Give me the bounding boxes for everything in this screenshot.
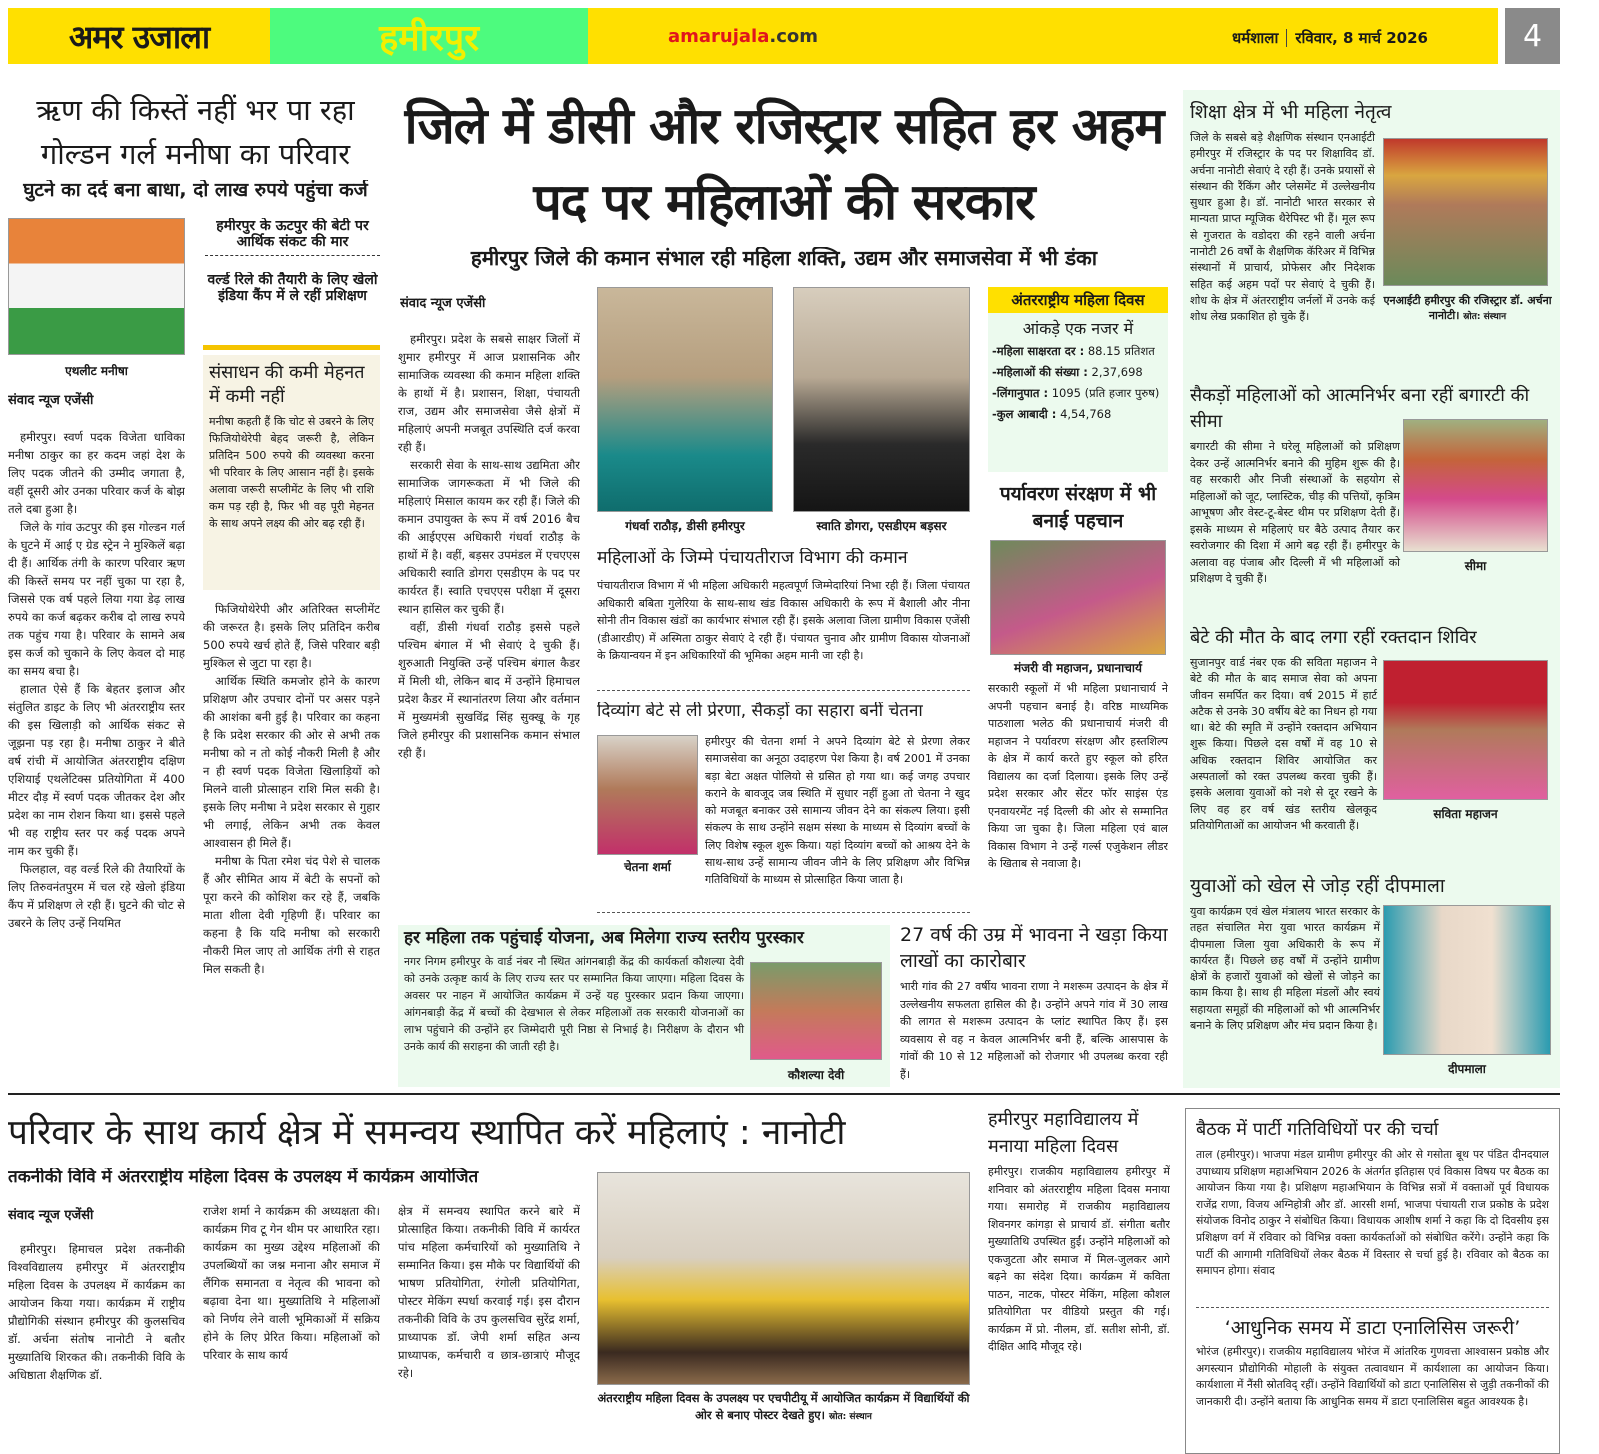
- sdm-photo: [793, 287, 970, 512]
- divider: [203, 345, 380, 350]
- site-name: amarujala: [668, 26, 770, 47]
- divider: [1196, 1307, 1549, 1308]
- paragraph: हमीरपुर। प्रदेश के सबसे साक्षर जिलों में शुमार हमीरपुर में आज प्रशासनिक और सामाजिक व्यवस्था की कमान महिला शक्ति के हाथों में है। प्रशासन, शिक्षा, पंचायती राज, उद्यम और समाजसेवा जैसे क्षेत्रों में महिलाएं अपनी मजबूत उपस्थिति दर्ज करवा रही हैं।: [398, 332, 580, 454]
- story-headline: सैकड़ों महिलाओं को आत्मनिर्भर बना रहीं बगारटी की सीमा: [1190, 385, 1530, 432]
- data-headline: ‘आधुनिक समय में डाटा एनालिसिस जरूरी’: [1224, 1317, 1521, 1339]
- meeting-headline: बैठक में पार्टी गतिविधियों पर की चर्चा: [1196, 1119, 1439, 1140]
- left-col-1: [8, 428, 185, 1088]
- photo-caption: कौशल्या देवी: [787, 1068, 845, 1082]
- city-edition: हमीरपुर: [270, 8, 588, 64]
- principal-photo: [990, 540, 1166, 655]
- byline: संवाद न्यूज एजेंसी: [400, 296, 486, 311]
- paragraph: आर्थिक स्थिति कमजोर होने के कारण प्रशिक्षण और उपचार दोनों पर असर पड़ने की आशंका बनी हुई है। परिवार का कहना है कि प्रदेश सरकार की ओर से अभी तक मनीषा को न तो कोई नौकरी मिली है और न ही स्वर्ण पदक विजेता खिलाड़ियों को मिलने वाली प्रोत्साहन राशि मिल सकी है। इसके लिए मनीषा ने प्रदेश सरकार से गुहार भी लगाई, लेकिन अभी तक केवल आश्वासन ही मिले हैं।: [203, 674, 380, 850]
- athlete-photo: [8, 218, 185, 355]
- box-title: संसाधन की कमी मेहनत में कमी नहीं: [209, 362, 365, 407]
- panchayat-headline: महिलाओं के जिम्मे पंचायतीराज विभाग की कमान: [597, 548, 908, 568]
- stat-population: [992, 406, 1164, 423]
- edition-date: [1232, 28, 1428, 48]
- byline: संवाद न्यूज एजेंसी: [8, 393, 94, 408]
- right-story-3: [1190, 625, 1555, 865]
- photo-caption: [595, 1390, 972, 1426]
- paragraph: हालात ऐसे हैं कि बेहतर इलाज और संतुलित डाइट के लिए भी अंतरराष्ट्रीय स्तर की इस खिलाड़ी को आर्थिक संकट से जूझना पड़ रहा है। मनीषा ठाकुर ने बीते वर्ष रांची में आयोजित अंतरराष्ट्रीय दक्षिण एशियाई एथलेटिक्स प्रतियोगिता में 400 मीटर दौड़ में स्वर्ण पदक जीतकर देश और प्रदेश का नाम रोशन किया था। इससे पहले भी वह राष्ट्रीय स्तर पर कई पदक अपने नाम कर चुकी हैं।: [8, 682, 185, 858]
- stat-label: -लिंगानुपात :: [992, 386, 1049, 400]
- panchayat-text: पंचायतीराज विभाग में भी महिला अधिकारी महत्वपूर्ण जिम्मेदारियां निभा रही हैं। जिला पंचायत अधिकारी बबिता गुलेरिया के साथ-साथ खंड विकास अधिकारी के रूप में बैशाली और नीना सोनी तीन विकास खंडों का कार्यभार संभाल रही हैं। इसके अलावा जिला ग्रामीण विकास एजेंसी (डीआरडीए) में अस्मिता ठाकुर सेवाएं दे रही हैं। पंचायत चुनाव और ग्रामीण विकास योजनाओं के क्रियान्वयन में इन अधिकारियों की भूमिका अहम मानी जा रही है।: [597, 579, 970, 662]
- stat-literacy: [992, 343, 1164, 360]
- side-subhead-1: हमीरपुर के ऊटपुर की बेटी पर आर्थिक संकट की मार: [205, 218, 380, 256]
- paragraph: वहीं, डीसी गंधर्वा राठौड़ इससे पहले पश्चिम बंगाल में भी सेवाएं दे चुकी हैं। शुरुआती नियुक्ति उन्हें पश्चिम बंगाल कैडर में मिली थी, लेकिन बाद में उन्होंने हिमाचल प्रदेश कैडर में स्थानांतरण लिया और वर्तमान में मुख्यमंत्री सुखविंद्र सिंह सुक्खू के गृह जिले हमीरपुर की प्रशासनिक कमान संभाल रही हैं।: [398, 620, 580, 760]
- bottom-headline: परिवार के साथ कार्य क्षेत्र में समन्वय स्थापित करें महिलाएं : नानोटी: [8, 1113, 846, 1153]
- article-text: जिले के सबसे बड़े शैक्षणिक संस्थान एनआईटी हमीरपुर में रजिस्ट्रार के पद पर शिक्षाविद डॉ. अर्चना नानोटी सेवाएं दे रही हैं। उनके प्रयासों से संस्थान की रैंकिंग और प्लेसमेंट में उल्लेखनीय सुधार हुआ है। डॉ. नानोटी भारत सरकार से मान्यता प्राप्त म्यूजिक थैरेपिस्ट भी हैं। मूल रूप से गुजरात के वडोदरा की रहने वाली अर्चना नानोटी 26 वर्षों के शैक्षणिक कॅरिअर में विभिन्न संस्थानों में प्राचार्य, प्रोफेसर और निदेशक सहित कई अहम पदों पर सेवाएं दे चुकी हैं। शोध के क्षेत्र में अंतरराष्ट्रीय जर्नलों में उनके कई शोध लेख प्रकाशित हो चुके हैं।: [1190, 131, 1375, 324]
- caption-text: एनआईटी हमीरपुर की रजिस्ट्रार डॉ. अर्चना नानोटी।: [1383, 294, 1552, 322]
- registrar-photo: [1383, 138, 1548, 286]
- stat-value: 1095 (प्रति हजार पुरुष): [1051, 386, 1160, 400]
- stat-label: -महिलाओं की संख्या :: [992, 365, 1088, 379]
- story-headline: शिक्षा क्षेत्र में भी महिला नेतृत्व: [1190, 101, 1392, 123]
- divider: [597, 690, 970, 691]
- left-col-2: [203, 600, 380, 1088]
- divider: [597, 912, 970, 913]
- website-link[interactable]: [668, 26, 818, 47]
- stat-sex-ratio: [992, 385, 1164, 402]
- stat-women: [992, 364, 1164, 381]
- paragraph: फिलहाल, वह वर्ल्ड रिले की तैयारियों के लिए तिरुवनंतपुरम में चल रहे खेलो इंडिया कैंप में प्रशिक्षण ले रही हैं। घुटने की चोट से उबरने के लिए उन्हें नियमित: [8, 862, 185, 930]
- date: रविवार, 8 मार्च 2026: [1286, 29, 1428, 47]
- paragraph: मनीषा के पिता रमेश चंद पेशे से चालक हैं और सीमित आय में बेटी के सपनों को पूरा करने की कोशिश कर रहे हैं, जबकि माता शीला देवी गृहिणी हैं। परिवार का कहना है कि यदि मनीषा को सरकारी नौकरी मिल जाए तो आर्थिक तंगी से राहत मिल सकती है।: [203, 854, 380, 976]
- right-story-2: [1190, 383, 1555, 618]
- kaushalya-photo: [750, 962, 882, 1060]
- photo-caption: सविता महाजन: [1433, 807, 1498, 821]
- paragraph: जिले के गांव ऊटपुर की इस गोल्डन गर्ल के घुटने में आई ए ग्रेड स्ट्रेन ने मुश्किलें बढ़ा दी हैं। आर्थिक तंगी के कारण परिवार ऋण की किस्तें समय पर नहीं चुका पा रहा है, जिससे एक वर्ष पहले लिया गया डेढ़ लाख रुपये का कर्ज बढ़कर करीब दो लाख रुपये तक पहुंच गया है। परिवार के सामने अब इस कर्ज को चुकाने के लिए केवल दो माह का समय बचा है।: [8, 520, 185, 678]
- seema-photo: [1403, 419, 1548, 552]
- yojana-text: नगर निगम हमीरपुर के वार्ड नंबर नौ स्थित आंगनबाड़ी केंद्र की कार्यकर्ता कौशल्या देवी को उनके उत्कृष्ट कार्य के लिए राज्य स्तर पर सम्मानित किया जाएगा। महिला दिवस के अवसर पर नाहन में आयोजित कार्यक्रम में उन्हें यह पुरस्कार प्रदान किया जाएगा। आंगनबाड़ी केंद्र में बच्चों की देखभाल से लेकर महिलाओं तक सरकारी योजनाओं का लाभ पहुंचाने की उन्होंने हर जिम्मेदारी पूरी निष्ठा से निभाई है। निरीक्षण के दौरान भी उनके कार्य की सराहना की जाती रही है।: [404, 954, 744, 1053]
- photo-caption: चेतना शर्मा: [624, 860, 671, 874]
- photo-source: स्रोत: संस्थान: [1463, 312, 1507, 322]
- right-bottom-box: [1185, 1108, 1560, 1454]
- bhawna-text: भारी गांव की 27 वर्षीय भावना राणा ने मशरूम उत्पादन के क्षेत्र में उल्लेखनीय सफलता हासिल की है। उन्होंने अपने गांव में 30 लाख की लागत से मशरूम उत्पादन के प्लांट स्थापित किए हैं। इस व्यवसाय से वह न केवल आत्मनिर्भर बनी हैं, बल्कि आसपास के गांवों की 10 से 12 महिलाओं को रोजगार भी उपलब्ध करवा रही हैं।: [900, 980, 1168, 1081]
- photo-caption: दीपमाला: [1448, 1062, 1486, 1076]
- stat-value: 2,37,698: [1091, 365, 1143, 379]
- bottom-col-3: [398, 1202, 580, 1454]
- page-number: 4: [1505, 8, 1560, 64]
- photo-source: स्रोत: संस्थान: [829, 1412, 872, 1422]
- box-text: मनीषा कहती हैं कि चोट से उबरने के लिए फिजियोथेरेपी बेहद जरूरी है, लेकिन प्रतिदिन 500 रुपये की व्यवस्था करना भी परिवार के लिए आसान नहीं है। इसके अलावा जरूरी सप्लीमेंट के लिए भी राशि कम पड़ रही है, फिर भी वह पूरी मेहनत के साथ अपने लक्ष्य की ओर बढ़ रही हैं।: [209, 415, 374, 530]
- stats-box: [988, 287, 1168, 472]
- article-text: बगारटी की सीमा ने घरेलू महिलाओं को प्रशिक्षण देकर उन्हें आत्मनिर्भर बनाने की मुहिम शुरू की है। वह सरकारी और निजी संस्थाओं के सहयोग से महिलाओं को जूट, प्लास्टिक, चीड़ की पत्तियों, कृत्रिम आभूषण और वेस्ट-टू-बेस्ट थीम पर प्रशिक्षण देती हैं। इसके माध्यम से महिलाएं घर बैठे उत्पाद तैयार कर स्वरोजगार की दिशा में आगे बढ़ रही हैं। हमीरपुर के अलावा वह पंजाब और दिल्ली में भी महिलाओं को प्रशिक्षण दे चुकी हैं।: [1190, 440, 1400, 585]
- env-text: सरकारी स्कूलों में भी महिला प्रधानाचार्य ने अपनी पहचान बनाई है। वरिष्ठ माध्यमिक पाठशाला भलेठ की प्रधानाचार्य मंजरी वी महाजन ने पर्यावरण संरक्षण और हस्तशिल्प के क्षेत्र में कार्य करते हुए स्कूल को हरित विद्यालय का दर्जा दिलाया। इसके लिए उन्हें प्रदेश सरकार और सेंटर फॉर साइंस एंड एनवायरमेंट नई दिल्ली की ओर से सम्मानित किया जा चुका है। जिला महिला एवं बाल विकास विभाग ने उन्हें गर्ल्स एजुकेशन लीडर के खिताब से नवाजा है।: [988, 682, 1168, 870]
- side-subhead-2: वर्ल्ड रिले की तैयारी के लिए खेलो इंडिया कैंप में ले रहीं प्रशिक्षण: [207, 272, 378, 305]
- meeting-text: ताल (हमीरपुर)। भाजपा मंडल ग्रामीण हमीरपुर की ओर से गसोता बूथ पर पंडित दीनदयाल उपाध्याय प्रशिक्षण महाअभियान 2026 के अंतर्गत इतिहास एवं विकास विषय पर बैठक का आयोजन किया गया है। प्रशिक्षण महाअभियान के विभिन्न सत्रों में वक्ताओं पूर्व विधायक राजेंद्र राणा, विजय अग्निहोत्री और डॉ. आरसी शर्मा, भाजपा पंचायती राज प्रकोष्ठ के प्रदेश संयोजक विनोद ठाकुर ने संबोधित किया। विधायक आशीष शर्मा ने कहा कि दो दिवसीय इस प्रशिक्षण वर्ग में रविवार को विभिन्न वक्ता कार्यकर्ताओं को संबोधित करेंगे। उन्होंने कहा कि पार्टी की आगामी गतिविधियों लेकर बैठक में विस्तार से चर्चा हुई है। रविवार को बैठक का समापन होगा। संवाद: [1196, 1148, 1549, 1278]
- stat-value: 4,54,768: [1060, 407, 1112, 421]
- story-headline: बेटे की मौत के बाद लगा रहीं रक्तदान शिविर: [1190, 627, 1477, 648]
- chetna-headline: दिव्यांग बेटे से ली प्रेरणा, सैकड़ों का सहारा बनीं चेतना: [597, 702, 923, 721]
- paragraph: क्षेत्र में समन्वय स्थापित करने बारे में प्रोत्साहित किया। तकनीकी विवि में कार्यरत पांच महिला कर्मचारियों को मुख्यातिथि ने सम्मानित किया। इस मौके पर विद्यार्थियों की भाषण प्रतियोगिता, रंगोली प्रतियोगिता, पोस्टर मेकिंग स्पर्धा करवाई गई। इस दौरान तकनीकी विवि के उप कुलसचिव सुरेंद्र शर्मा, प्राध्यापक डॉ. जेपी शर्मा सहित अन्य प्राध्यापक, कर्मचारी व छात्र-छात्राएं मौजूद रहे।: [398, 1204, 580, 1380]
- bottom-col-1: [8, 1240, 185, 1454]
- photo-caption: स्वाति डोगरा, एसडीएम बड़सर: [816, 519, 947, 533]
- lead-subhead: हमीरपुर जिले की कमान संभाल रही महिला शक्ति, उद्यम और समाजसेवा में भी डंका: [470, 247, 1098, 270]
- college-text: हमीरपुर। राजकीय महाविद्यालय हमीरपुर में शनिवार को अंतरराष्ट्रीय महिला दिवस मनाया गया। समारोह में राजकीय महाविद्यालय शिवनगर कांगड़ा से प्राचार्य डॉ. संगीता बतौर मुख्यातिथि उपस्थित हुईं। उन्होंने महिलाओं को एकजुटता और समाज में मिल-जुलकर आगे बढ़ने का संदेश दिया। कार्यक्रम में कविता पाठन, नाटक, पोस्टर मेकिंग, महिला कौशल प्रतियोगिता पर वीडियो प्रस्तुत की गई। कार्यक्रम में प्रो. नीलम, डॉ. सतीश सोनी, डॉ. दीक्षित आदि मौजूद रहे।: [988, 1165, 1170, 1353]
- masthead: [8, 8, 1498, 64]
- deepmala-photo: [1383, 905, 1551, 1055]
- paragraph: सरकारी सेवा के साथ-साथ उद्यमिता और सामाजिक जागरूकता में भी जिले की महिलाएं मिसाल कायम कर रही हैं। जिले की कमान उपायुक्त के रूप में वर्ष 2016 बैच की आईएएस अधिकारी गंधर्वा राठौड़ के हाथों में है। वहीं, बड़सर उपमंडल में एचएएस अधिकारी स्वाति डोगरा एसडीएम के पद पर कार्यरत हैं। स्वाति एचएएस परीक्षा में दूसरा स्थान हासिल कर चुकी हैं।: [398, 458, 580, 616]
- photo-caption: गंधर्वा राठौड़, डीसी हमीरपुर: [625, 519, 745, 533]
- edition-place: धर्मशाला: [1232, 29, 1279, 47]
- stats-subtitle: आंकड़े एक नजर में: [1022, 319, 1134, 338]
- story-text: युवा कार्यक्रम एवं खेल मंत्रालय भारत सरकार के तहत संचालित मेरा युवा भारत कार्यक्रम में दीपमाला जिला युवा अधिकारी के रूप में कार्यरत हैं। पिछले छह वर्षों में उन्होंने ग्रामीण क्षेत्रों के हजारों युवाओं को खेलों से जोड़ने का काम किया है। साथ ही महिला मंडलों और स्वयं सहायता समूहों की महिलाओं को भी आत्मनिर्भर बनाने के लिए प्रशिक्षण और मंच प्रदान किया है।: [1190, 905, 1380, 1033]
- paragraph: हमीरपुर। हिमाचल प्रदेश तकनीकी विश्वविद्यालय हमीरपुर में अंतरराष्ट्रीय महिला दिवस के उपलक्ष्य में कार्यक्रम का आयोजन किया गया। कार्यक्रम में राष्ट्रीय प्रौद्योगिकी संस्थान हमीरपुर की कुलसचिव डॉ. अर्चना संतोष नानोटी ने बतौर मुख्यातिथि शिरकत की। तकनीकी विवि के अधिष्ठाता शैक्षणिक डॉ.: [8, 1242, 185, 1382]
- data-text: भोरंज (हमीरपुर)। राजकीय महाविद्यालय भोरंज में आंतरिक गुणवत्ता आश्वासन प्रकोष्ठ और अगस्त्यान प्रौद्योगिकी मोहाली के संयुक्त तत्वावधान में कार्यशाला का आयोजन किया। कार्यशाला में नैंसी स्रोतविद् रहीं। उन्होंने विद्यार्थियों को डाटा एनालिसिस से जुड़ी तकनीकों की जानकारी दी। उन्होंने बताया कि आधुनिक समय में डाटा एनालिसिस बहुत आवश्यक है।: [1196, 1345, 1549, 1408]
- right-story-4: [1190, 872, 1555, 1084]
- paragraph: फिजियोथेरेपी और अतिरिक्त सप्लीमेंट की जरूरत है। इसके लिए प्रतिदिन करीब 500 रुपये खर्च होते हैं, जिसे परिवार बड़ी मुश्किल से जुटा पा रहा है।: [203, 602, 380, 670]
- college-headline: हमीरपुर महाविद्यालय में मनाया महिला दिवस: [988, 1109, 1139, 1157]
- photo-caption: एथलीट मनीषा: [65, 364, 128, 378]
- event-photo: [597, 1172, 970, 1385]
- savita-photo: [1383, 660, 1548, 800]
- bottom-subhead: तकनीकी विवि में अंतरराष्ट्रीय महिला दिवस के उपलक्ष्य में कार्यक्रम आयोजित: [8, 1168, 479, 1187]
- section-divider: [8, 1093, 1560, 1095]
- photo-caption: सीमा: [1464, 559, 1487, 573]
- float-spacer: [597, 733, 705, 878]
- dc-photo: [597, 287, 773, 512]
- env-headline: पर्यावरण संरक्षण में भी बनाई पहचान: [999, 483, 1157, 532]
- info-box: [203, 355, 380, 590]
- left-subhead: घुटने का दर्द बना बाधा, दो लाख रुपये पहुंचा कर्ज: [23, 180, 368, 201]
- paragraph: हमीरपुर। स्वर्ण पदक विजेता धाविका मनीषा ठाकुर का हर कदम जहां देश के लिए पदक जीतने की उम्मीद जगाता है, वहीं दूसरी ओर उनका परिवार कर्ज के बोझ तले दबा हुआ है।: [8, 430, 185, 516]
- chetna-text: [597, 733, 970, 908]
- stat-label: -महिला साक्षरता दर :: [992, 344, 1085, 358]
- bhawna-headline: 27 वर्ष की उम्र में भावना ने खड़ा किया लाखों का कारोबार: [900, 924, 1168, 972]
- lead-headline: जिले में डीसी और रजिस्ट्रार सहित हर अहम पद पर महिलाओं की सरकार: [404, 97, 1164, 231]
- byline: संवाद न्यूज एजेंसी: [8, 1208, 94, 1223]
- newspaper-logo: अमर उजाला: [68, 17, 210, 56]
- photo-caption: मंजरी वी महाजन, प्रधानाचार्य: [1014, 661, 1142, 675]
- caption-text: अंतरराष्ट्रीय महिला दिवस के उपलक्ष्य पर एचपीटीयू में आयोजित कार्यक्रम में विद्यार्थियों की ओर से बनाए पोस्टर देखते हुए।: [597, 1391, 970, 1422]
- left-headline: ऋण की किस्तें नहीं भर पा रहा गोल्डन गर्ल मनीषा का परिवार: [36, 93, 355, 171]
- article-text: सुजानपुर वार्ड नंबर एक की सविता महाजन ने बेटे की मौत के बाद समाज सेवा को अपना जीवन समर्पित कर दिया। वर्ष 2015 में हार्ट अटैक से उनके 30 वर्षीय बेटे का निधन हो गया था। बेटे की स्मृति में उन्होंने रक्तदान अभियान शुरू किया। पिछले दस वर्षों में वह 10 से अधिक रक्तदान शिविर आयोजित कर अस्पतालों को रक्त उपलब्ध करवा चुकी हैं। इसके अलावा युवाओं को नशे से दूर रखने के लिए वह हर वर्ष खंड स्तरीय खेलकूद प्रतियोगिताओं का आयोजन भी करवाती हैं।: [1190, 656, 1377, 832]
- stats-title: अंतरराष्ट्रीय महिला दिवस: [988, 287, 1168, 313]
- stat-label: -कुल आबादी :: [992, 407, 1057, 421]
- paragraph: राजेश शर्मा ने कार्यक्रम की अध्यक्षता की। कार्यक्रम गिव टू गेन थीम पर आधारित रहा। कार्यक्रम का मुख्य उद्देश्य महिलाओं की उपलब्धियों का जश्न मनाना और समाज में लैंगिक समानता व नेतृत्व की भावना को बढ़ावा देना था। मुख्यातिथि ने महिलाओं को निर्णय लेने वाली भूमिकाओं में सक्रिय होने के लिए प्रेरित किया। महिलाओं को परिवार के साथ कार्य: [203, 1204, 380, 1362]
- bottom-col-2: [203, 1202, 380, 1454]
- photo-caption: [1380, 293, 1555, 325]
- lead-body: [398, 330, 580, 910]
- stat-value: 88.15 प्रतिशत: [1087, 344, 1155, 358]
- article-text: हमीरपुर की चेतना शर्मा ने अपने दिव्यांग बेटे से प्रेरणा लेकर समाजसेवा का अनूठा उदाहरण पेश किया है। वर्ष 2001 में उनका बड़ा बेटा अक्षत पोलियो से ग्रसित हो गया था। कई जगह उपचार कराने के बावजूद जब स्थिति में सुधार नहीं हुआ तो चेतना ने खुद को मजबूत बनाकर उसे सामान्य जीवन देने का संकल्प लिया। इसी संकल्प के साथ उन्होंने सक्षम संस्था के माध्यम से दिव्यांग बच्चों के लिए विशेष स्कूल शुरू किया। यहां दिव्यांग बच्चों को आश्रय देने के साथ-साथ उन्हें सामान्य जीवन जीने के लिए प्रशिक्षण और विभिन्न गतिविधियों के माध्यम से प्रोत्साहित किया जाता है।: [705, 735, 970, 887]
- story-headline: युवाओं को खेल से जोड़ रहीं दीपमाला: [1190, 875, 1445, 897]
- right-story-1: [1190, 98, 1555, 378]
- site-domain: .com: [769, 26, 819, 47]
- yojana-headline: हर महिला तक पहुंचाई योजना, अब मिलेगा राज्य स्तरीय पुरस्कार: [404, 928, 804, 948]
